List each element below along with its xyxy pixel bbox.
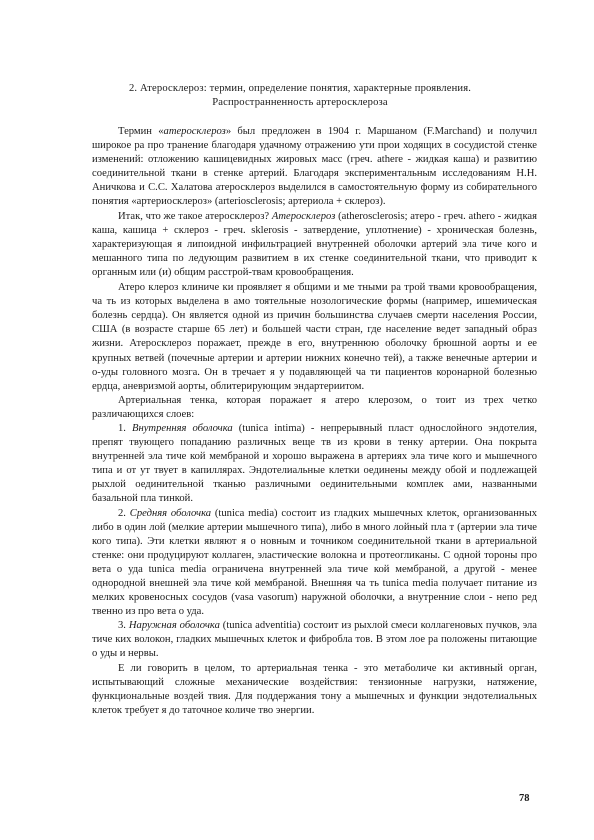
paragraph-text: Термин « <box>118 126 164 137</box>
paragraph-text: (tunica intima) - непрерывный пласт однослойного эндотелия, препят твующего попаданию различных веще тв из крови в тенку артерии. Она покрыта внутренней эла тиче кой мембраной и хорошо выражена в артериях эла тиче кого и мышечного типа и от ут твует в капиллярах. Эндотелиальные клетки оединены между обой и подлежащей рыхлой оединительной тканью различными оединительными комплек ами, названными базальной пла тинкой. <box>92 422 537 505</box>
list-item-intima <box>92 422 537 507</box>
list-number: 2. <box>118 507 130 519</box>
paragraph-text: » был предложен в 1904 г. Маршаном (F.Marchand) и получил широкое ра про транение благодаря удачному отражению ути прои ходящих в сосудистой стенке изменений: отложению кашицевидных жировых масс (греч. athere - жидкая каша) и развитию соединительной ткани в стенке артерий. Благодаря экспериментальным исследованиям Н.Н. Аничкова и С.С. Халатова атеросклероз выделился в самостоятельную форму из собирательного понятия «артериосклероз» (arteriosclerosis; артериола + склероз). <box>92 126 537 208</box>
list-number: 1. <box>118 422 132 434</box>
term-italic: Средняя оболочка <box>129 507 212 519</box>
paragraph-term-origin <box>92 125 537 210</box>
paragraph-text: (tunica adventitia) состоит из рыхлой смеси коллагеновых пучков, эла тиче ких волокон, гладких мышечных клеток и фибробла тов. В этом лое ра положены питающие о уды и нервы. <box>92 620 538 660</box>
paragraph-definition <box>92 210 537 280</box>
body-text <box>92 125 537 718</box>
paragraph-text: (atherosclerosis; атеро - греч. athero - жидкая каша, кашица + склероз - греч. sklerosis - затвердение, уплотнение) - хроническая болезнь, характеризующая я липоидной инфильтрацией внутренней оболочки артерий эла тиче кого и мешанного типа по ледующим развитием в их стенке соединительной ткани, что приводит к органным или (и) общим расстрой-твам кровообращения. <box>92 210 538 278</box>
list-item-adventitia <box>92 619 537 661</box>
term-italic: Атеросклероз <box>271 210 336 222</box>
paragraph-text: (tunica media) состоит из гладких мышечных клеток, организованных либо в один лой (мелкие артерии мышечного типа), либо в много лойный пла т (артерии эла тиче кого типа). Эти клетки являют я о новным и точником соединительной ткани в артериальной стенке: они продуцируют коллаген, эластические волокна и протеогликаны. С одной тороны про вета о уда tunica media ограничена внутренней эла тиче кой мембраной, а другой - менее однородной внешней эла тиче кой мембраной. Внешняя ча ть tunica media получает питание из мелких кровеносных сосудов (vasa vasorum) наружной оболочки, а внутренние слои - непо ред твенно из про вета о уда. <box>92 507 538 618</box>
list-item-media <box>92 507 537 620</box>
list-number: 3. <box>118 620 129 632</box>
page-number: 78 <box>519 793 530 804</box>
section-heading-line-1: 2. Атеросклероз: термин, определение понятия, характерные проявления. <box>128 83 472 94</box>
paragraph-text: Итак, что же такое атеросклероз? <box>118 210 272 222</box>
term-italic: Наружная оболочка <box>128 620 220 632</box>
paragraph-clinical: Атеро клероз клиниче ки проявляет я общими и ме тными ра трой твами кровообращения, ча ть из которых выделена в амо тоятельные нозологические формы (например, ишемическая болезнь сердца). Он является одной из причин большинства случаев смерти населения России, США (в возрасте старше 65 лет) и большей части стран, где население ведет западный образ жизни. Атеросклероз поражает, прежде в его, внутреннюю оболочку брюшной аорты и ее крупных ветвей (почечные артерии и артерии нижних конечно тей), а также венечные артерии и о-уды головного мозга. Он в тречает я у подавляющей ча ти пациентов коронарной болезнью ердца, аневризмой аорты, облитерирующим эндартериитом. <box>92 282 537 392</box>
paragraph-wall-layers-intro: Артериальная тенка, которая поражает я атеро клерозом, о тоит из трех четко различающихся слоев: <box>92 394 537 420</box>
section-heading-line-2: Распространненность артеросклероза <box>212 97 388 108</box>
section-heading <box>60 82 540 110</box>
term-italic: атеросклероз <box>163 126 226 137</box>
paragraph-metabolic: Е ли говорить в целом, то артериальная тенка - это метаболиче ки активный орган, испытывающий сложные механические воздействия: тензионные нагрузки, натяжение, функциональные воздей твия. Для поддержания тону а мышечных и функции эндотелиальных клеток требует я до таточное количе тво энергии. <box>92 662 537 716</box>
term-italic: Внутренняя оболочка <box>132 422 233 434</box>
